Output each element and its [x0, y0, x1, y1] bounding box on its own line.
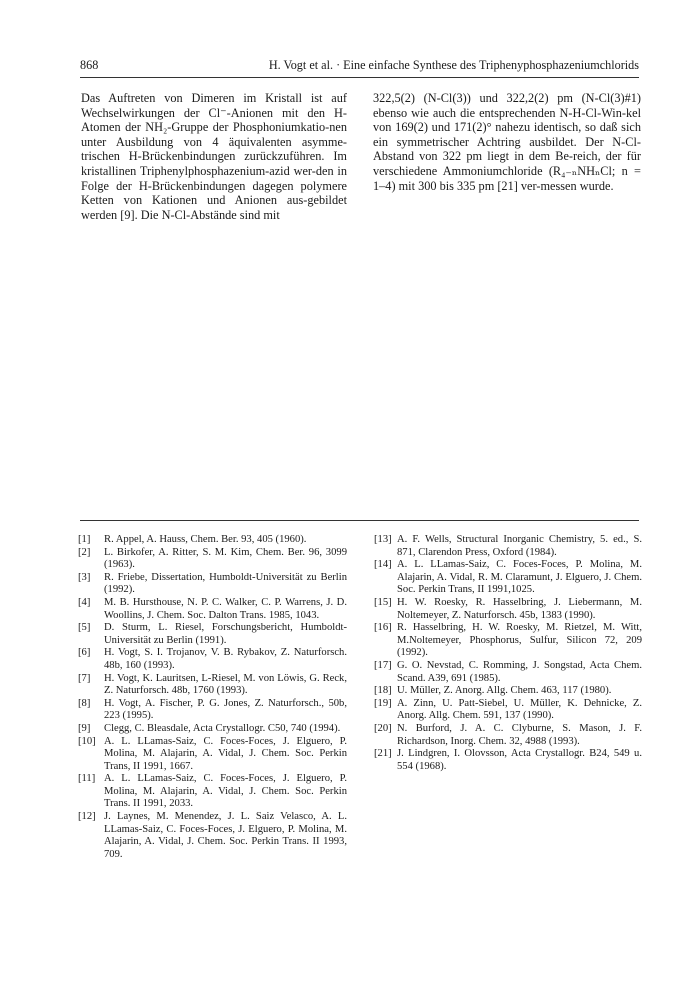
references-list-left: [78, 534, 347, 861]
reference-text: A. L. LLamas-Saiz, C. Foces-Foces, J. Elguero, P. Molina, M. Alajarin, A. Vidal, J. Chem. Soc. Perkin Trans. II 1991, 2033.: [104, 773, 347, 810]
reference-item: [78, 722, 347, 736]
reference-item: [78, 647, 347, 672]
reference-number: [11]: [78, 773, 96, 785]
reference-number: [18]: [374, 685, 392, 697]
reference-text: R. Appel, A. Hauss, Chem. Ber. 93, 405 (1960).: [104, 534, 307, 545]
reference-text: H. Vogt, S. I. Trojanov, V. B. Rybakov, Z. Naturforsch. 48b, 160 (1993).: [104, 647, 347, 671]
reference-text: G. O. Nevstad, C. Romming, J. Songstad, Acta Chem. Scand. A39, 691 (1985).: [397, 659, 642, 684]
reference-item: [78, 773, 347, 811]
references-list-right: [374, 534, 642, 773]
reference-item: [78, 546, 347, 572]
reference-text: L. Birkofer, A. Ritter, S. M. Kim, Chem. Ber. 96, 3099 (1963).: [104, 546, 347, 571]
reference-text: H. Vogt, A. Fischer, P. G. Jones, Z. Naturforsch., 50b, 223 (1995).: [104, 697, 347, 722]
reference-item: [374, 698, 642, 723]
reference-text: D. Sturm, L. Riesel, Forschungsbericht, Humboldt-Universität zu Berlin (1991).: [104, 622, 347, 646]
reference-number: [1]: [78, 534, 91, 545]
reference-text: Clegg, C. Bleasdale, Acta Crystallogr. C50, 740 (1994).: [104, 722, 341, 734]
reference-text: N. Burford, J. A. C. Clyburne, S. Mason, J. F. Richardson, Inorg. Chem. 32, 4988 (1993).: [397, 722, 642, 747]
reference-number: [14]: [374, 559, 392, 571]
reference-number: [16]: [374, 622, 392, 634]
reference-item: [78, 534, 347, 547]
reference-item: [374, 597, 642, 622]
running-head: H. Vogt et al. · Eine einfache Synthese des Triphenyphosphazeniumchlorids: [268, 58, 639, 72]
reference-number: [15]: [374, 596, 392, 608]
reference-number: [5]: [78, 622, 91, 634]
reference-item: [78, 697, 347, 723]
reference-item: [374, 685, 642, 698]
reference-text: H. Vogt, K. Lauritsen, L-Riesel, M. von Löwis, G. Reck, Z. Naturforsch. 48b, 1760 (1993).: [104, 672, 347, 697]
reference-number: [7]: [78, 672, 91, 684]
page-header: [80, 58, 639, 78]
reference-number: [20]: [374, 722, 392, 734]
reference-text: A. Zinn, U. Patt-Siebel, U. Müller, K. Dehnicke, Z. Anorg. Allg. Chem. 591, 137 (1990).: [397, 697, 642, 722]
reference-item: [78, 735, 347, 774]
reference-number: [13]: [374, 534, 392, 545]
reference-item: [374, 534, 642, 559]
body-paragraph-right: 322,5(2) (N-Cl(3)) und 322,2(2) pm (N-Cl(3)#1) ebenso wie auch die entsprechenden N-H-Cl-Win-kel von 169(2) und 171(2)° nahezu identisch, so daß sich ein symmetrischer Achtring ausbildet. Der N-Cl-Abstand von 322 pm liegt in dem Be-reich, der für verschiedene Ammoniumchloride (R₄₋ₙNHₙCl; n = 1–4) mit 300 bis 335 pm [21] ver-messen wurde.: [373, 91, 641, 193]
reference-number: [9]: [78, 722, 91, 734]
reference-text: M. B. Hursthouse, N. P. C. Walker, C. P. Warrens, J. D. Woollins, J. Chem. Soc. Dalton Trans. 1985, 1043.: [104, 596, 347, 621]
reference-number: [4]: [78, 596, 91, 608]
reference-item: [374, 622, 642, 660]
reference-number: [12]: [78, 811, 96, 823]
reference-item: [78, 622, 347, 647]
reference-item: [78, 571, 347, 597]
reference-number: [2]: [78, 546, 91, 558]
reference-item: [374, 748, 642, 773]
reference-text: U. Müller, Z. Anorg. Allg. Chem. 463, 117 (1980).: [397, 685, 612, 697]
reference-text: R. Friebe, Dissertation, Humboldt-Universität zu Berlin (1992).: [104, 571, 347, 596]
reference-text: R. Hasselbring, H. W. Roesky, M. Rietzel, M. Witt, M.Noltemeyer, Phosphorus, Sulfur, Silicon 72, 209 (1992).: [397, 622, 642, 659]
reference-text: H. W. Roesky, R. Hasselbring, J. Liebermann, M. Noltemeyer, Z. Naturforsch. 45b, 1383 (1990).: [397, 596, 642, 621]
reference-item: [374, 723, 642, 748]
reference-text: A. L. LLamas-Saiz, C. Foces-Foces, P. Molina, M. Alajarin, A. Vidal, R. M. Claramunt, J. Elguero, J. Chem. Soc. Perkin Trans, II 1991,1025.: [397, 559, 642, 596]
references-divider: [80, 520, 639, 521]
reference-text: A. L. LLamas-Saiz, C. Foces-Foces, J. Elguero, P. Molina, M. Alajarin, A. Vidal, J. Chem. Soc. Perkin Trans, II 1991, 1667.: [104, 735, 347, 772]
reference-item: [78, 596, 347, 622]
reference-number: [8]: [78, 697, 91, 709]
reference-item: [374, 660, 642, 685]
reference-text: J. Laynes, M. Menendez, J. L. Saiz Velasco, A. L. LLamas-Saiz, C. Foces-Foces, J. Elguero, P. Molina, M. Alajarin, A. Vidal, J. Chem. Soc. Perkin Trans. II 1993, 709.: [104, 811, 347, 860]
body-column-left: [81, 91, 347, 222]
reference-text: J. Lindgren, I. Olovsson, Acta Crystallogr. B24, 549 u. 554 (1968).: [397, 748, 642, 772]
page-number: 868: [80, 58, 99, 72]
body-paragraph-left: Das Auftreten von Dimeren im Kristall ist auf Wechselwirkungen der Cl⁻-Anionen mit den H-Atomen der NH₂-Gruppe der Phosphoniumkatio-nen unter Ausbildung von 4 äquivalenten asymme-trischen H-Brückenbindungen zurückzuführen. Im kristallinen Triphenylphosphazenium-azid wer-den in Folge der H-Brückenbindungen dagegen polymere Ketten von Kationen und Anionen aus-gebildet werden [9]. Die N-Cl-Abstände sind mit: [81, 91, 347, 222]
reference-number: [21]: [374, 748, 392, 760]
reference-number: [10]: [78, 735, 96, 747]
reference-item: [374, 559, 642, 597]
reference-text: A. F. Wells, Structural Inorganic Chemistry, 5. ed., S. 871, Clarendon Press, Oxford (1984).: [397, 534, 642, 558]
reference-number: [17]: [374, 659, 392, 671]
reference-item: [78, 672, 347, 698]
reference-item: [78, 811, 347, 861]
reference-number: [19]: [374, 697, 392, 709]
body-column-right: [373, 91, 641, 193]
reference-number: [6]: [78, 647, 91, 659]
reference-number: [3]: [78, 571, 91, 583]
